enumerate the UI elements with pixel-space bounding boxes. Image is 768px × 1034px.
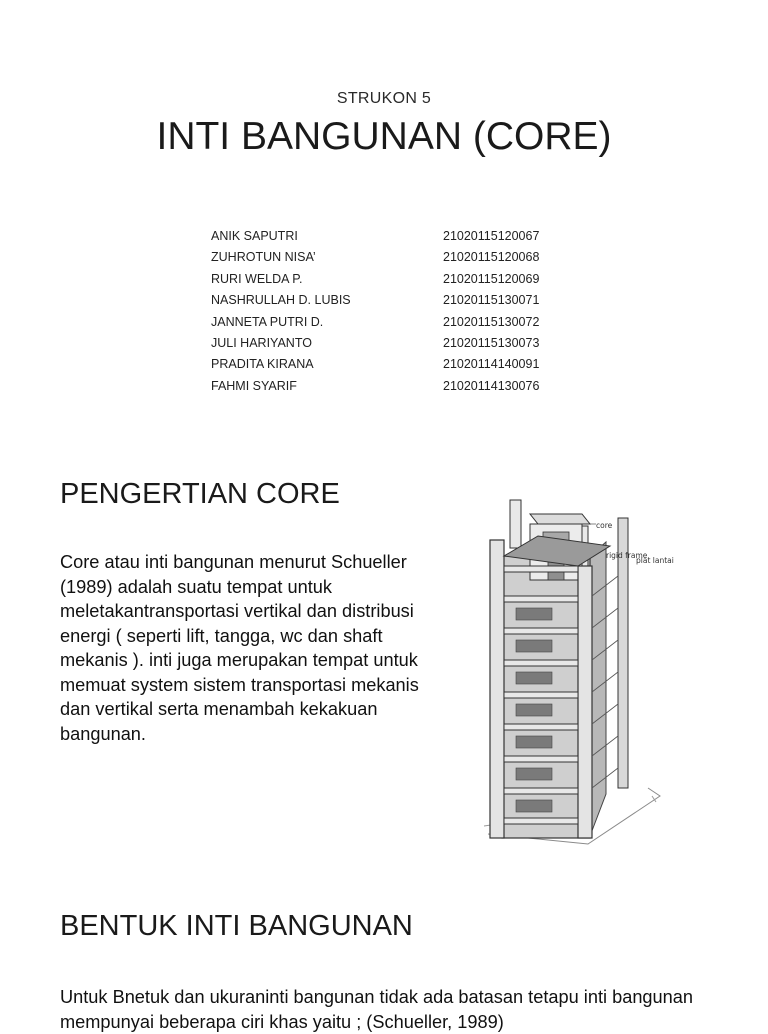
member-list bbox=[211, 226, 571, 397]
member-name: ZUHROTUN NISA’ bbox=[211, 250, 316, 265]
member-name: FAHMI SYARIF bbox=[211, 378, 297, 393]
section-heading-bentuk: BENTUK INTI BANGUNAN bbox=[60, 910, 413, 942]
member-id: 21020115130071 bbox=[443, 293, 540, 308]
member-id: 21020115120069 bbox=[443, 271, 540, 286]
member-name: ANIK SAPUTRI bbox=[211, 229, 298, 243]
section-body-pengertian: Core atau inti bangunan menurut Schueller (1989) adalah suatu tempat untuk meletakantransportasi vertikal dan distribusi energi ( seperti lift, tangga, wc dan shaft mekanis ). inti juga merupakan tempat untuk memuat system sistem transportasi mekanis dan vertikal serta menambah kekakuan bangunan. bbox=[60, 552, 419, 744]
section-heading-pengertian: PENGERTIAN CORE bbox=[60, 478, 340, 510]
member-row bbox=[211, 354, 571, 375]
member-id: 21020115120067 bbox=[443, 229, 540, 243]
member-row bbox=[211, 376, 571, 397]
member-id: 21020114140091 bbox=[443, 357, 540, 372]
member-row bbox=[211, 226, 571, 247]
label-core: core bbox=[596, 521, 613, 530]
page-title: INTI BANGUNAN (CORE) bbox=[156, 115, 612, 158]
member-name: PRADITA KIRANA bbox=[211, 357, 314, 372]
page-subtitle: STRUKON 5 bbox=[336, 90, 432, 107]
member-id: 21020115130072 bbox=[443, 314, 540, 329]
member-name: NASHRULLAH D. LUBIS bbox=[211, 293, 351, 308]
member-id: 21020114130076 bbox=[443, 378, 540, 393]
member-id: 21020115120068 bbox=[443, 250, 540, 265]
member-row bbox=[211, 247, 571, 268]
member-name: JANNETA PUTRI D. bbox=[211, 314, 324, 329]
label-plat-lantai: plat lantai bbox=[636, 556, 674, 565]
label-rigid-frame: rigid frame bbox=[606, 551, 648, 560]
section-body-bentuk: Untuk Bnetuk dan ukuraninti bangunan tidak ada batasan tetapu inti bangunan mempunyai beberapa ciri khas yaitu ; (Schueller, 1989) bbox=[60, 987, 694, 1032]
member-row bbox=[211, 290, 571, 311]
member-id: 21020115130073 bbox=[443, 335, 540, 350]
member-name: RURI WELDA P. bbox=[211, 271, 303, 286]
member-row bbox=[211, 312, 571, 333]
core-building-illustration bbox=[478, 496, 688, 846]
member-row bbox=[211, 269, 571, 290]
member-row bbox=[211, 333, 571, 354]
member-name: JULI HARIYANTO bbox=[211, 335, 312, 350]
